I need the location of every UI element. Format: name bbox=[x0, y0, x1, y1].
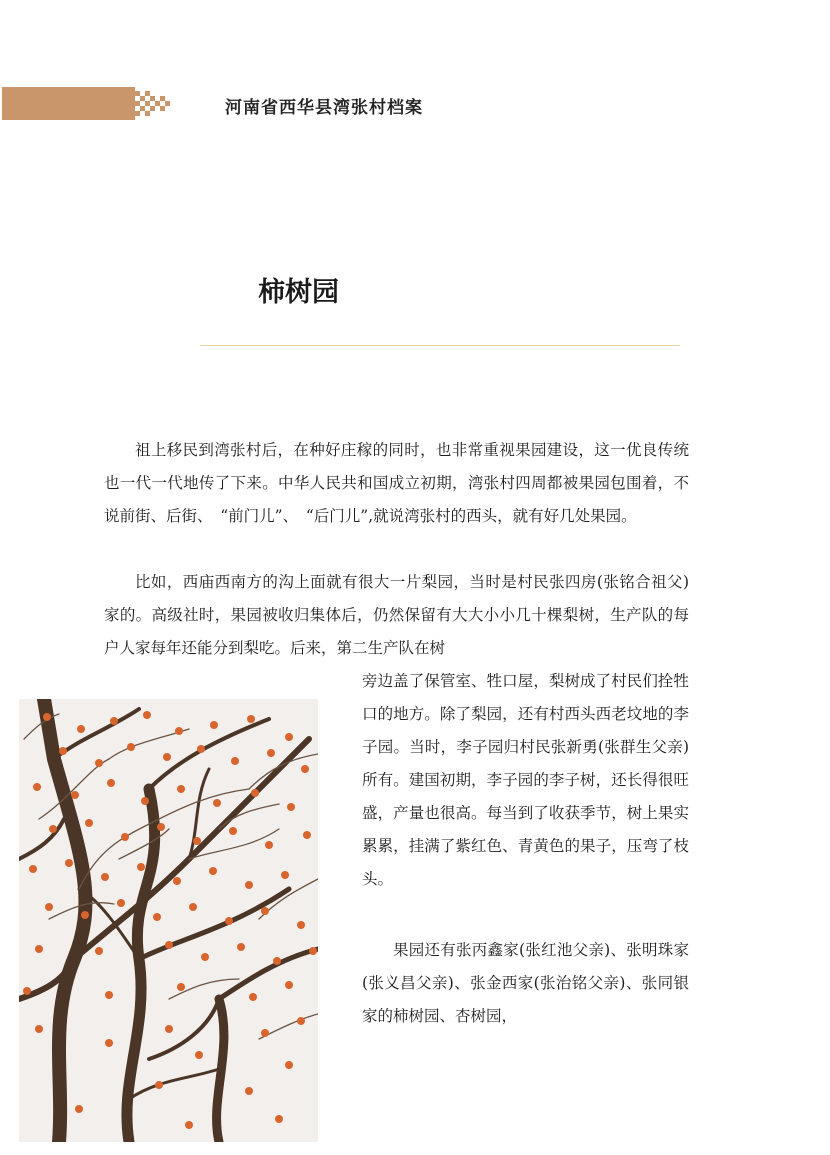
chapter-title: 柿树园 bbox=[258, 277, 339, 308]
title-divider bbox=[200, 345, 680, 346]
paragraph-2-top: 比如，西庙西南方的沟上面就有很大一片梨园，当时是村民张四房(张铭合祖父)家的。高级社时，果园被收归集体后，仍然保留有大大小小几十棵梨树，生产队的每户人家每年还能分到梨吃。后来，第二生产队在树 bbox=[104, 573, 689, 657]
running-head-title: 河南省西华县湾张村档案 bbox=[225, 98, 423, 118]
header-color-band bbox=[2, 87, 135, 120]
paragraph-1: 祖上移民到湾张村后，在种好庄稼的同时，也非常重视果园建设，这一优良传统也一代一代地传了下来。中华人民共和国成立初期，湾张村四周都被果园包围着，不说前街、后街、 “前门儿”、 “后门儿”,就说湾张村的西头，就有好几处果园。 bbox=[104, 441, 689, 525]
header-checker-pattern bbox=[135, 91, 171, 117]
persimmon-tree-photo bbox=[19, 699, 318, 1142]
paragraph-2-side: 旁边盖了保管室、牲口屋，梨树成了村民们拴牲口的地方。除了梨园，还有村西头西老坟地的李子园。当时，李子园归村民张新勇(张群生父亲)所有。建国初期，李子园的李子树，还长得很旺盛，产量也很高。每当到了收获季节，树上果实累累，挂满了紫红色、青黄色的果子，压弯了枝头。 bbox=[362, 672, 689, 888]
paragraph-3: 果园还有张丙鑫家(张红池父亲)、张明珠家(张义昌父亲)、张金西家(张治铭父亲)、张同银家的柿树园、杏树园， bbox=[362, 941, 689, 1025]
